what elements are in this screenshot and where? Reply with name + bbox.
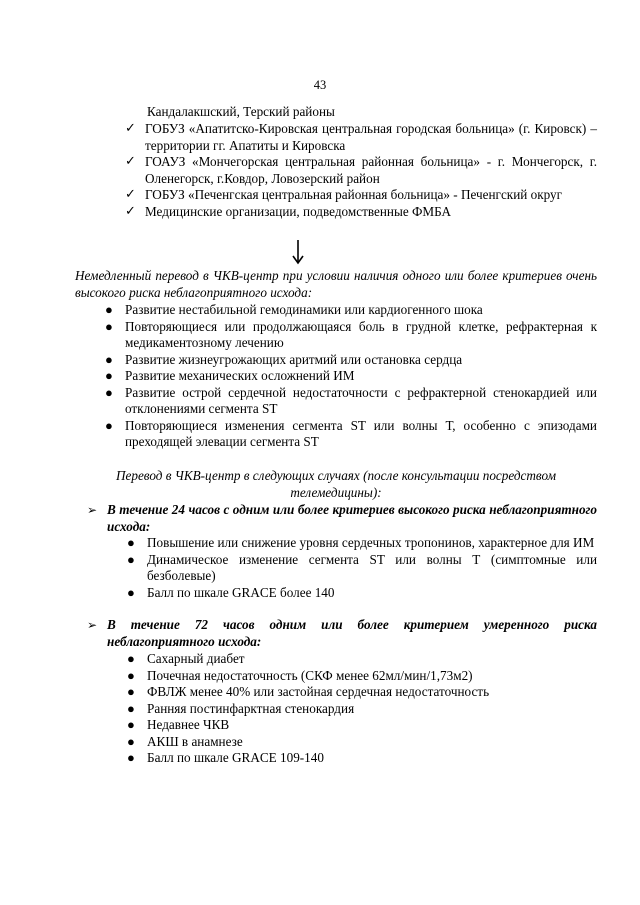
list-item: [127, 750, 597, 767]
bullet-icon: ●: [127, 584, 135, 600]
bullet-icon: ●: [105, 318, 113, 334]
hospital-list-continuation: [147, 104, 597, 121]
list-item: [127, 651, 597, 668]
bullet-icon: ●: [127, 667, 135, 683]
list-item: [127, 535, 597, 552]
bullet-icon: ●: [127, 551, 135, 567]
list-item: [127, 700, 597, 718]
bullet-icon: ●: [105, 384, 113, 400]
bullet-icon: ●: [127, 684, 135, 699]
list-item-text: Развитие жизнеугрожающих аритмий или остановка сердца: [125, 351, 463, 367]
list-item: [125, 121, 597, 154]
list-item: [127, 551, 597, 585]
list-item: [105, 318, 597, 352]
list-item-text: ГОБУЗ «Апатитско-Кировская центральная городская больница» (г. Кировск) – территории гг. Апатиты и Кировска: [145, 121, 597, 153]
checkmark-icon: ✓: [125, 121, 136, 136]
list-item: [127, 584, 597, 602]
bullet-icon: ●: [105, 351, 113, 367]
list-item: [105, 351, 597, 369]
list-item: [127, 733, 597, 751]
list-item: [105, 384, 597, 418]
bullet-icon: ●: [127, 750, 135, 765]
list-item-text: Повышение или снижение уровня сердечных тропонинов, характерное для ИМ: [147, 535, 595, 550]
page-number: 43: [313, 78, 327, 92]
list-item-text: Балл по шкале GRACE 109-140: [147, 750, 324, 765]
list-item: [125, 154, 597, 187]
down-arrow-icon: [291, 239, 305, 265]
bullet-icon: ●: [127, 535, 135, 550]
bullet-icon: ●: [127, 651, 135, 666]
list-item-text: Развитие нестабильной гемодинамики или кардиогенного шока: [125, 302, 483, 317]
bullet-icon: ●: [105, 302, 113, 317]
checkmark-icon: ✓: [125, 154, 136, 169]
list-item: [105, 368, 597, 385]
list-item-text: Недавнее ЧКВ: [147, 717, 230, 732]
list-item-text: Повторяющиеся или продолжающаяся боль в грудной клетке, рефрактерная к медикаментозному лечению: [125, 318, 597, 350]
hospital-list: [125, 121, 597, 220]
continuation-text: Кандалакшский, Терский районы: [147, 104, 335, 119]
list-item-text: ГОАУЗ «Мончегорская центральная районная больница» - г. Мончегорск, г. Оленегорск, г.Ковдор, Ловозерский район: [145, 154, 597, 186]
immediate-criteria-list: [105, 302, 597, 451]
checkmark-icon: ✓: [125, 203, 136, 219]
checkmark-icon: ✓: [125, 187, 136, 202]
bullet-icon: ●: [105, 368, 113, 383]
bullet-icon: ●: [127, 700, 135, 716]
group-title: В течение 24 часов с одним или более критериев высокого риска неблагоприятного исхода:: [107, 502, 597, 534]
list-item-text: ГОБУЗ «Печенгская центральная районная больница» - Печенгский округ: [145, 187, 563, 202]
list-item-text: ФВЛЖ менее 40% или застойная сердечная недостаточность: [147, 684, 490, 699]
transfer-heading: Перевод в ЧКВ-центр в следующих случаях (после консультации посредством телемедицины):: [115, 468, 556, 500]
list-item-text: Медицинские организации, подведомственные ФМБА: [145, 203, 452, 219]
list-item: [125, 187, 597, 204]
high-risk-criteria-list: [127, 535, 597, 601]
bullet-icon: ●: [105, 417, 113, 433]
list-item: [127, 667, 597, 685]
list-item: [127, 684, 597, 701]
list-item: [105, 302, 597, 319]
bullet-icon: ●: [127, 733, 135, 749]
list-item-text: Развитие острой сердечной недостаточности с рефрактерной стенокардией или отклонениями сегмента ST: [125, 384, 597, 416]
list-item-text: Повторяющиеся изменения сегмента ST или волны Т, особенно с эпизодами преходящей элевации сегмента ST: [125, 417, 597, 449]
list-item-text: АКШ в анамнезе: [147, 733, 243, 749]
transfer-group: [87, 502, 597, 535]
list-item-text: Почечная недостаточность (СКФ менее 62мл/мин/1,73м2): [147, 667, 473, 683]
list-item-text: Ранняя постинфарктная стенокардия: [147, 700, 355, 716]
list-item: [125, 203, 597, 221]
group-title: В течение 72 часов одним или более критерием умеренного риска неблагоприятного исхода:: [107, 617, 597, 649]
list-item: [105, 417, 597, 451]
list-item-text: Балл по шкале GRACE более 140: [147, 584, 335, 600]
transfer-group: [87, 617, 597, 650]
list-item-text: Развитие механических осложнений ИМ: [125, 368, 355, 383]
bullet-icon: ●: [127, 717, 135, 732]
moderate-risk-criteria-list: [127, 651, 597, 767]
list-item-text: Сахарный диабет: [147, 651, 245, 666]
list-item-text: Динамическое изменение сегмента ST или волны Т (симптомные или безболевые): [147, 551, 597, 583]
arrowhead-bullet-icon: ➢: [87, 618, 98, 632]
list-item: [127, 717, 597, 734]
arrowhead-bullet-icon: ➢: [87, 503, 98, 517]
immediate-transfer-heading: Немедленный перевод в ЧКВ-центр при условии наличия одного или более критериев очень высокого риска неблагоприятного исхода:: [75, 268, 597, 300]
